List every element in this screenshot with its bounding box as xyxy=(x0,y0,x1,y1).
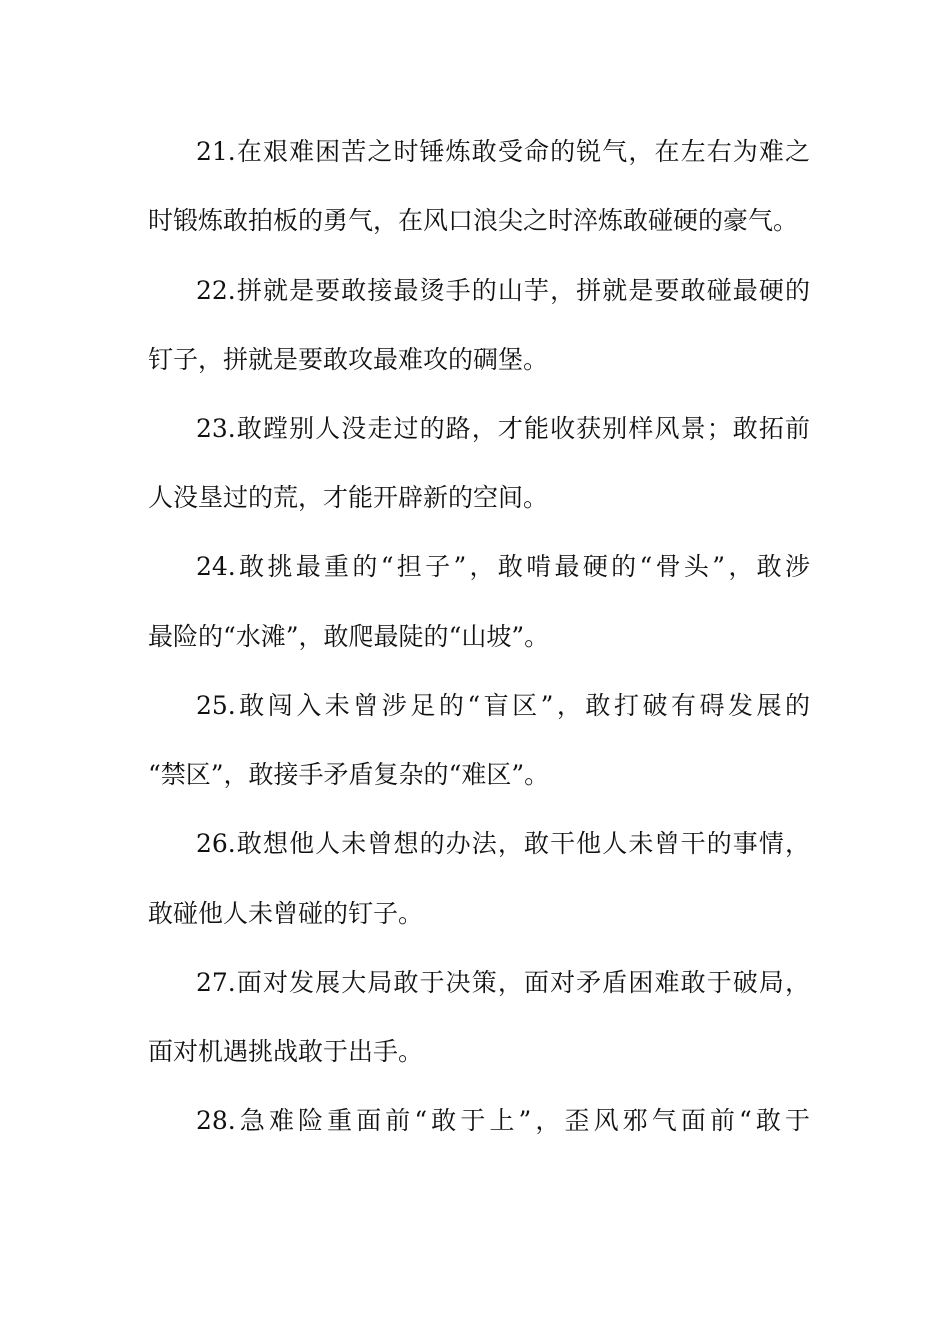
item-22-line-1: 22.拼就是要敢接最烫手的山芋，拼就是要敢碰最硬的 xyxy=(196,276,810,305)
item-27-line-2: 面对机遇挑战敢于出手。 xyxy=(148,1037,424,1066)
item-23-line-1: 23.敢蹚别人没走过的路，才能收获别样风景；敢拓前 xyxy=(196,414,810,443)
item-24-line-1: 24.敢挑最重的“担子”，敢啃最硬的“骨头”，敢涉 xyxy=(196,552,810,581)
item-25-line-2: “禁区”，敢接手矛盾复杂的“难区”。 xyxy=(148,760,550,789)
item-27-line-1: 27.面对发展大局敢于决策，面对矛盾困难敢于破局， xyxy=(196,968,810,997)
item-26-line-2: 敢碰他人未曾碰的钉子。 xyxy=(148,899,424,928)
item-21-line-2: 时锻炼敢拍板的勇气，在风口浪尖之时淬炼敢碰硬的豪气。 xyxy=(148,206,799,235)
item-26-line-1: 26.敢想他人未曾想的办法，敢干他人未曾干的事情， xyxy=(196,829,810,858)
item-22-line-2: 钉子，拼就是要敢攻最难攻的碉堡。 xyxy=(148,345,549,374)
item-23-line-2: 人没垦过的荒，才能开辟新的空间。 xyxy=(148,483,549,512)
item-25-line-1: 25.敢闯入未曾涉足的“盲区”，敢打破有碍发展的 xyxy=(196,691,810,720)
item-21-line-1: 21.在艰难困苦之时锤炼敢受命的锐气，在左右为难之 xyxy=(196,137,810,166)
item-28-line-1: 28.急难险重面前“敢于上”，歪风邪气面前“敢于 xyxy=(196,1106,810,1135)
item-24-line-2: 最险的“水滩”，敢爬最陡的“山坡”。 xyxy=(148,622,550,651)
